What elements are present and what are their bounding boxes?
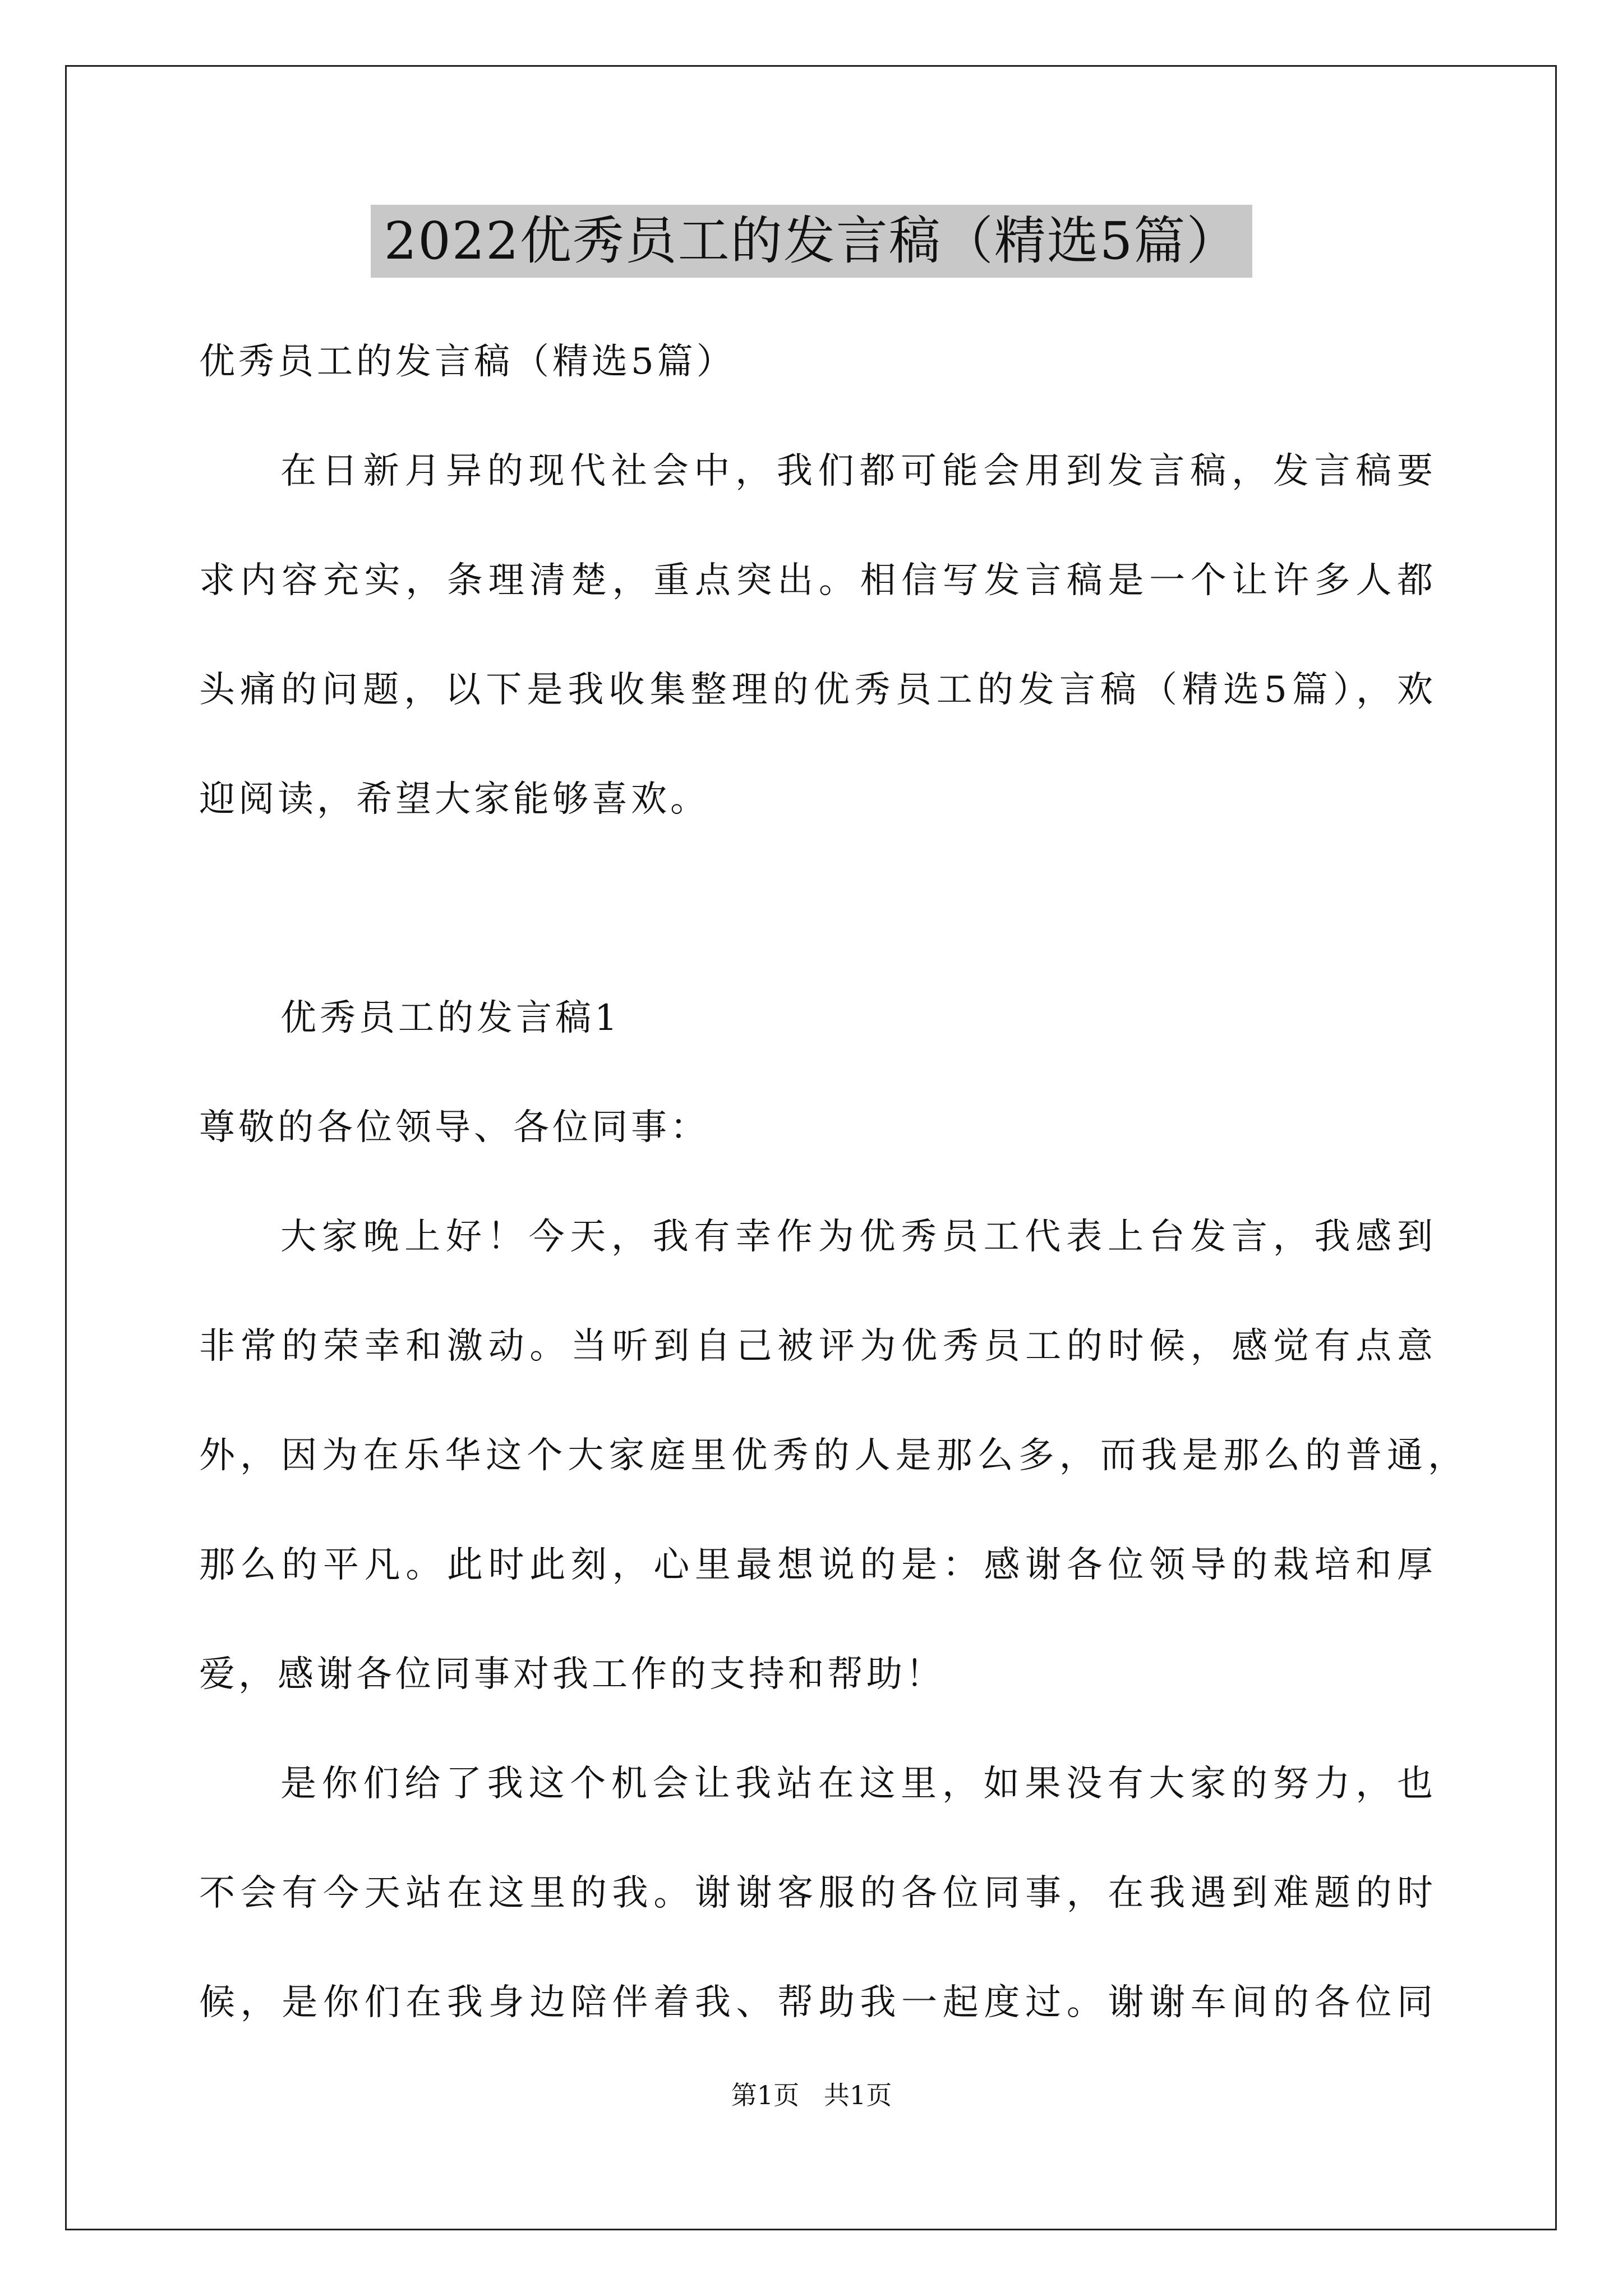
intro-line-1: 在日新月异的现代社会中，我们都可能会用到发言稿，发言稿要 xyxy=(280,450,1433,492)
body-line-1: 大家晚上好！今天，我有幸作为优秀员工代表上台发言，我感到 xyxy=(280,1216,1433,1258)
page-footer: 第1页 共1页 xyxy=(731,2080,892,2110)
body-line-6: 是你们给了我这个机会让我站在这里，如果没有大家的努力，也 xyxy=(280,1763,1433,1805)
body-line-3: 外，因为在乐华这个大家庭里优秀的人是那么多，而我是那么的普通， xyxy=(199,1435,1464,1476)
intro-line-4: 迎阅读，希望大家能够喜欢。 xyxy=(199,779,709,820)
subtitle-line: 优秀员工的发言稿（精选5篇） xyxy=(199,341,736,383)
body-line-8: 候，是你们在我身边陪伴着我、帮助我一起度过。谢谢车间的各位同 xyxy=(199,1982,1433,2023)
body-line-4: 那么的平凡。此时此刻，心里最想说的是：感谢各位领导的栽培和厚 xyxy=(199,1544,1433,1586)
section-heading-1: 优秀员工的发言稿1 xyxy=(280,997,621,1039)
salutation-line: 尊敬的各位领导、各位同事： xyxy=(199,1107,709,1148)
title-container xyxy=(0,205,1623,278)
body-line-5: 爱，感谢各位同事对我工作的支持和帮助！ xyxy=(199,1654,945,1695)
intro-line-2: 求内容充实，条理清楚，重点突出。相信写发言稿是一个让许多人都 xyxy=(199,560,1433,601)
body-line-7: 不会有今天站在这里的我。谢谢客服的各位同事，在我遇到难题的时 xyxy=(199,1872,1433,1914)
document-title: 2022优秀员工的发言稿（精选5篇） xyxy=(371,205,1253,278)
intro-line-3: 头痛的问题，以下是我收集整理的优秀员工的发言稿（精选5篇），欢 xyxy=(199,669,1433,711)
body-line-2: 非常的荣幸和激动。当听到自己被评为优秀员工的时候，感觉有点意 xyxy=(199,1326,1433,1367)
